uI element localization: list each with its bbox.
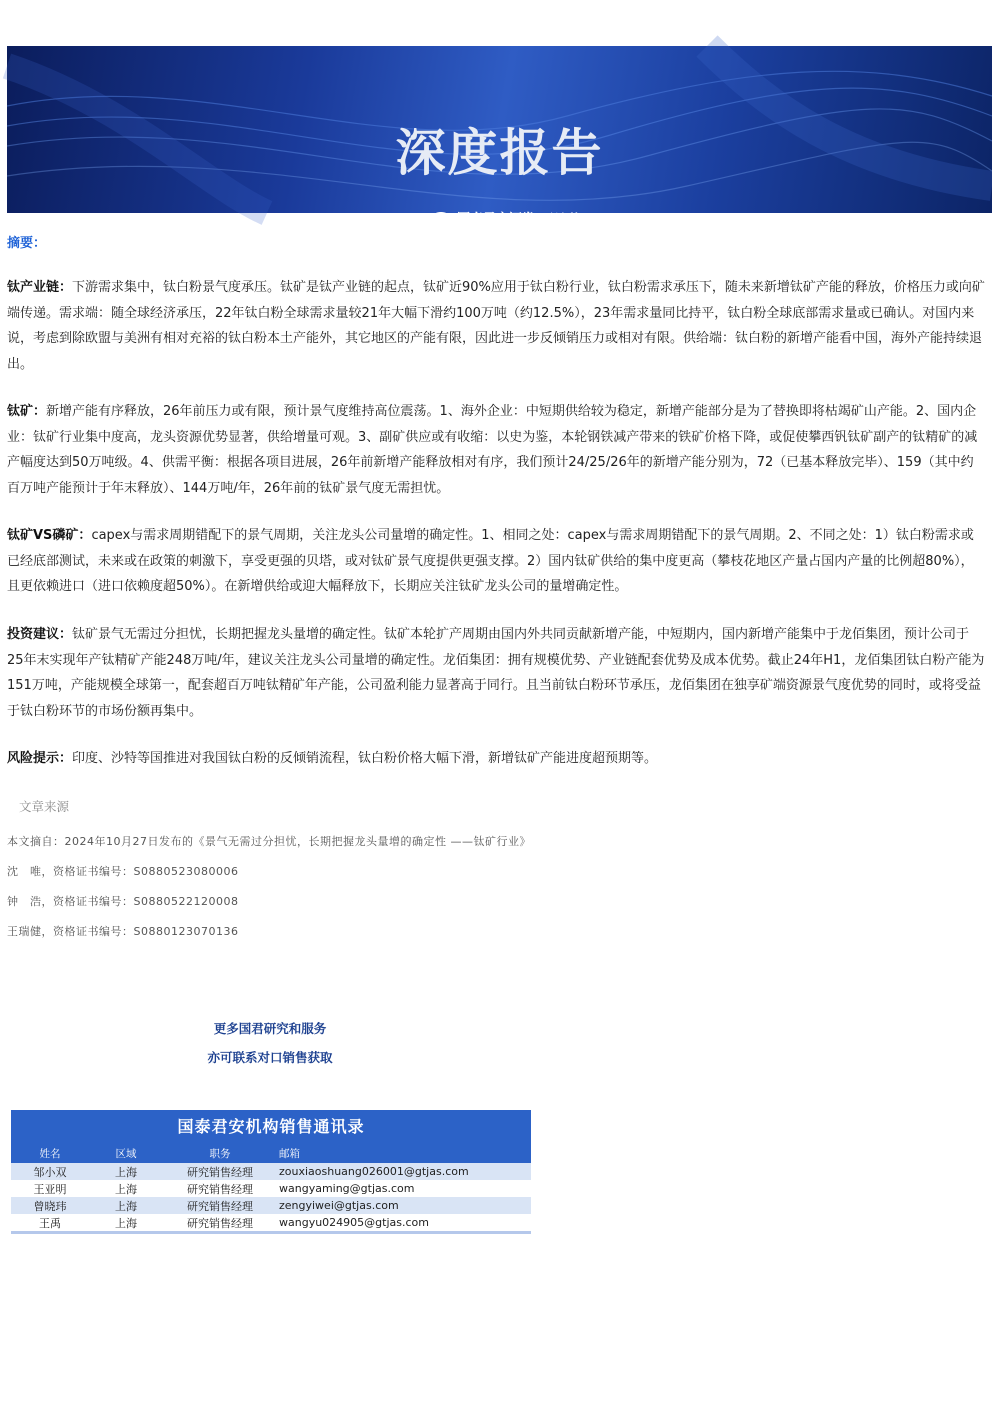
table-row bbox=[11, 1163, 531, 1180]
header-name: 姓名 bbox=[39, 1148, 61, 1160]
source-heading: 文章来源 bbox=[19, 799, 70, 814]
report-banner bbox=[7, 46, 992, 227]
section-lead: 钛产业链： bbox=[7, 280, 73, 295]
contact-table-title: 国泰君安机构销售通讯录 bbox=[11, 1110, 531, 1144]
report-type-title: 深度报告 bbox=[395, 123, 604, 182]
section-lead: 钛矿VS磷矿： bbox=[7, 528, 92, 543]
section-text: 新增产能有序释放，26年前压力或有限，预计景气度维持高位震荡。1、海外企业：中短期供给较为稳定，新增产能部分是为了替换即将枯竭矿山产能。2、国内企业：钛矿行业集中度高，龙头资源优势显著，供给增量可观。3、副矿供应或有收缩：以史为鉴，本轮钢铁减产带来的铁矿价格下降，或促使攀西钒钛矿副产的钛精矿的减产幅度达到50万吨级。4、供需平衡：根据各项目进展，26年前新增产能释放相对有序，我们预计24/25/26年的新增产能分别为，72（已基本释放完毕）、159（其中约百万吨产能预计于年末释放）、144万吨/年，26年前的钛矿景气度无需担忧。 bbox=[7, 404, 978, 496]
table-row bbox=[11, 1180, 531, 1197]
section-text: capex与需求周期错配下的景气周期，关注龙头公司量增的确定性。1、相同之处：capex与需求周期错配下的景气周期。2、不同之处：1）钛白粉需求或已经底部测试，未来或在政策的刺激下，享受更强的贝塔，或对钛矿景气度提供更强支撑。2）国内钛矿供给的集中度更高（攀枝花地区产量占国内产量的比例超80%），且更依赖进口（进口依赖度超50%）。在新增供给或迎大幅释放下，长期应关注钛矿龙头公司的量增确定性。 bbox=[7, 528, 974, 594]
section-text: 下游需求集中，钛白粉景气度承压。钛矿是钛产业链的起点，钛矿近90%应用于钛白粉行业，钛白粉需求承压下，随未来新增钛矿产能的释放，价格压力或向矿端传递。需求端：随全球经济承压，22年钛白粉全球需求量较21年大幅下滑约100万吨（约12.5%），23年需求量同比持平，钛白粉全球底部需求量或已确认。对国内来说，考虑到除欧盟与美洲有相对充裕的钛白粉本土产能外，其它地区的产能有限，因此进一步反倾销压力或相对有限。供给端：钛白粉的新增产能看中国，海外产能持续退出。 bbox=[7, 280, 985, 372]
brand-unit: 研究所 bbox=[548, 213, 579, 224]
contact-region: 上海 bbox=[115, 1216, 137, 1230]
header-region: 区域 bbox=[115, 1148, 137, 1160]
analyst-line: 钟 浩，资格证书编号：S0880522120008 bbox=[7, 895, 239, 908]
analyst-line: 沈 唯，资格证书编号：S0880523080006 bbox=[7, 865, 239, 878]
contact-email[interactable]: zouxiaoshuang026001@gtjas.com bbox=[279, 1165, 469, 1178]
section-titanium-ore bbox=[7, 399, 985, 501]
source-citation: 本文摘自：2024年10月27日发布的《景气无需过分担忧，长期把握龙头量增的确定性 ——钛矿行业》 bbox=[7, 835, 531, 848]
section-text: 钛矿景气无需过分担忧，长期把握龙头量增的确定性。钛矿本轮扩产周期由国内外共同贡献新增产能，中短期内，国内新增产能集中于龙佰集团，预计公司于25年末实现年产钛精矿产能248万吨/年，建议关注龙头公司量增的确定性。龙佰集团：拥有规模优势、产业链配套优势及成本优势。截止24年H1，龙佰集团钛白粉产能为151万吨，产能规模全球第一，配套超百万吨钛精矿年产能，公司盈利能力显著高于同行。且当前钛白粉环节承压，龙佰集团在独享矿端资源景气度优势的同时，或将受益于钛白粉环节的市场份额再集中。 bbox=[7, 627, 985, 719]
abstract-label: 摘要： bbox=[7, 236, 47, 251]
contact-region: 上海 bbox=[115, 1165, 137, 1179]
section-industry-chain bbox=[7, 275, 985, 377]
brand-logo-icon bbox=[431, 212, 451, 226]
cta-line-1: 更多国君研究和服务 bbox=[213, 1021, 327, 1036]
contact-title: 研究销售经理 bbox=[187, 1182, 253, 1196]
header-email: 邮箱 bbox=[279, 1148, 300, 1160]
brand-divider bbox=[541, 213, 542, 225]
cta-line-2: 亦可联系对口销售获取 bbox=[207, 1050, 333, 1065]
section-investment-advice bbox=[7, 622, 985, 724]
contact-name: 邹小双 bbox=[33, 1165, 67, 1179]
contact-title: 研究销售经理 bbox=[187, 1199, 253, 1213]
contact-email[interactable]: zengyiwei@gtjas.com bbox=[279, 1199, 399, 1212]
table-bottom-rule bbox=[11, 1231, 531, 1234]
contact-title: 研究销售经理 bbox=[187, 1216, 253, 1230]
contact-name: 王禹 bbox=[39, 1216, 61, 1230]
section-lead: 风险提示： bbox=[7, 751, 73, 766]
contact-email[interactable]: wangyaming@gtjas.com bbox=[279, 1182, 415, 1195]
section-text: 印度、沙特等国推进对我国钛白粉的反倾销流程，钛白粉价格大幅下滑，新增钛矿产能进度超预期等。 bbox=[72, 751, 658, 766]
sales-contact-table bbox=[11, 1110, 531, 1238]
header-title: 职务 bbox=[209, 1148, 231, 1160]
contact-title: 研究销售经理 bbox=[187, 1165, 253, 1179]
contact-region: 上海 bbox=[115, 1199, 137, 1213]
table-row bbox=[11, 1214, 531, 1231]
contact-email[interactable]: wangyu024905@gtjas.com bbox=[279, 1216, 429, 1229]
section-ti-vs-phosphate bbox=[7, 523, 985, 600]
section-lead: 钛矿： bbox=[7, 404, 47, 419]
contact-name: 王亚明 bbox=[33, 1182, 67, 1196]
contact-name: 曾晓玮 bbox=[33, 1199, 67, 1213]
contact-region: 上海 bbox=[115, 1182, 137, 1196]
contact-table-header bbox=[11, 1144, 531, 1163]
section-risk-warning bbox=[7, 746, 985, 772]
brand-lockup bbox=[431, 209, 578, 229]
brand-name: 国泰君安证券 bbox=[457, 211, 536, 227]
table-row bbox=[11, 1197, 531, 1214]
analyst-line: 王瑞健，资格证书编号：S0880123070136 bbox=[7, 925, 239, 938]
section-lead: 投资建议： bbox=[7, 627, 73, 642]
